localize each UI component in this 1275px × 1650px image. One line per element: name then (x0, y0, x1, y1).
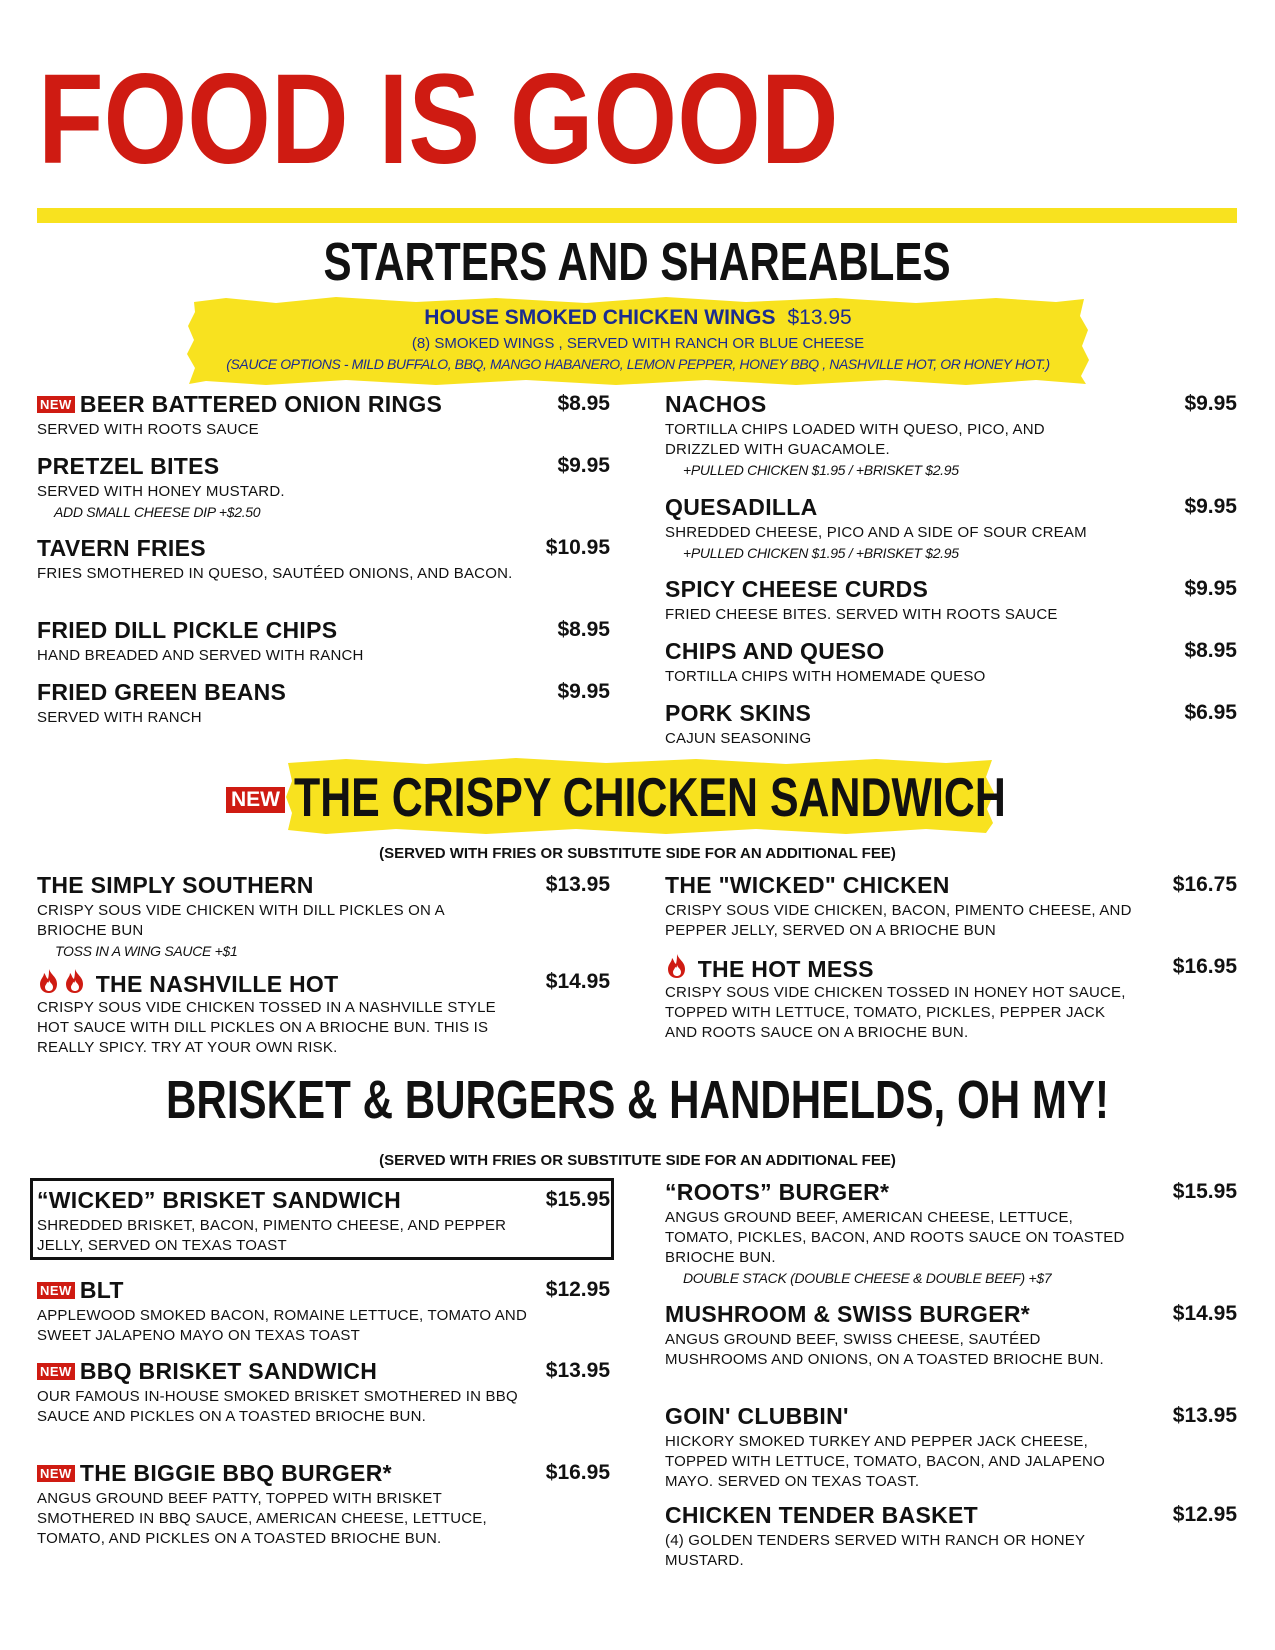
menu-item-desc: FRIES SMOTHERED IN QUESO, SAUTÉED ONIONS, AND BACON. (37, 565, 513, 582)
menu-item-desc: HAND BREADED AND SERVED WITH RANCH (37, 647, 364, 664)
menu-item-price: $16.95 (545, 1461, 610, 1484)
menu-item-name: BEER BATTERED ONION RINGS (79, 391, 443, 417)
menu-item-desc: SHREDDED CHEESE, PICO AND A SIDE OF SOUR CREAM (665, 524, 1087, 541)
menu-item-price: $14.95 (545, 970, 610, 993)
menu-item-price: $8.95 (557, 392, 610, 415)
menu-item-price: $13.95 (545, 873, 610, 896)
menu-item-price: $8.95 (1184, 639, 1237, 662)
menu-item-price: $9.95 (557, 454, 610, 477)
menu-item-price: $6.95 (1184, 701, 1237, 724)
menu-item (665, 1178, 1237, 1288)
flame-icon (665, 953, 689, 985)
menu-item (665, 390, 1237, 480)
menu-item-name-wrap (37, 968, 338, 1000)
section-note: (SERVED WITH FRIES OR SUBSTITUTE SIDE FOR AN ADDITIONAL FEE) (379, 1152, 896, 1169)
menu-item-price: $13.95 (1172, 1404, 1237, 1427)
menu-item-price: $8.95 (557, 618, 610, 641)
menu-item-desc: CRISPY SOUS VIDE CHICKEN TOSSED IN A NASHVILLE STYLE HOT SAUCE WITH DILL PICKLES ON A BRIOCHE BUN. THIS IS REALLY SPICY. TRY AT YOUR OWN RISK. (37, 999, 496, 1056)
menu-item-name-wrap (37, 1459, 392, 1487)
menu-item-name-wrap (665, 953, 874, 985)
menu-item-desc: HICKORY SMOKED TURKEY AND PEPPER JACK CHEESE, TOPPED WITH LETTUCE, TOMATO, BACON, AND JALAPENO MAYO. SERVED ON TEXAS TOAST. (665, 1433, 1105, 1490)
menu-item-desc: SERVED WITH RANCH (37, 709, 202, 726)
menu-item-price: $15.95 (1172, 1180, 1237, 1203)
menu-item (37, 1357, 610, 1447)
menu-item-price: $9.95 (557, 680, 610, 703)
menu-item-desc: SERVED WITH HONEY MUSTARD. (37, 483, 285, 500)
menu-item (37, 1276, 610, 1346)
menu-item-desc: OUR FAMOUS IN-HOUSE SMOKED BRISKET SMOTHERED IN BBQ SAUCE AND PICKLES ON A TOASTED BRIOCHE BUN. (37, 1388, 518, 1425)
new-badge: NEW (37, 1282, 75, 1299)
menu-item (665, 699, 1237, 749)
featured-item-price: $13.95 (787, 306, 852, 329)
menu-item-name: MUSHROOM & SWISS BURGER* (665, 1301, 1030, 1327)
menu-item-desc: ANGUS GROUND BEEF, SWISS CHEESE, SAUTÉED MUSHROOMS AND ONIONS, ON A TOASTED BRIOCHE BUN. (665, 1331, 1104, 1368)
menu-item-name: TAVERN FRIES (37, 535, 206, 561)
featured-item (186, 306, 1090, 330)
menu-item-name: THE NASHVILLE HOT (95, 971, 339, 997)
flame-icon (37, 968, 61, 1000)
new-badge: NEW (37, 1465, 75, 1482)
featured-item-sauces: (SAUCE OPTIONS - MILD BUFFALO, BBQ, MANGO HABANERO, LEMON PEPPER, HONEY BBQ , NASHVILLE HOT, OR HONEY HOT.) (226, 356, 1050, 372)
menu-item-price: $15.95 (545, 1188, 610, 1211)
menu-item-price: $10.95 (545, 536, 610, 559)
menu-item-desc: ANGUS GROUND BEEF PATTY, TOPPED WITH BRISKET SMOTHERED IN BBQ SAUCE, AMERICAN CHEESE, LETTUCE, TOMATO, AND PICKLES ON A TOASTED BRIOCHE BUN. (37, 1490, 487, 1547)
menu-item (665, 1402, 1237, 1492)
menu-item-desc: ANGUS GROUND BEEF, AMERICAN CHEESE, LETTUCE, TOMATO, PICKLES, BACON, AND ROOTS SAUCE ON TOASTED BRIOCHE BUN. (665, 1209, 1125, 1266)
menu-item-name-wrap (37, 1357, 377, 1385)
menu-item-desc: CAJUN SEASONING (665, 730, 812, 747)
menu-item (37, 678, 610, 728)
menu-item-name: THE HOT MESS (697, 956, 874, 982)
menu-item-price: $13.95 (545, 1359, 610, 1382)
menu-item-name: THE BIGGIE BBQ BURGER* (79, 1460, 392, 1486)
menu-item-desc: TORTILLA CHIPS WITH HOMEMADE QUESO (665, 668, 986, 685)
section-title-text: THE CRISPY CHICKEN SANDWICH (294, 766, 1006, 828)
menu-item-name: BLT (79, 1277, 124, 1303)
menu-item-name: PRETZEL BITES (37, 453, 220, 479)
menu-item (37, 1459, 610, 1569)
menu-item-name: “ROOTS” BURGER* (665, 1179, 890, 1205)
menu-item-price: $16.75 (1172, 873, 1237, 896)
featured-item-desc: (8) SMOKED WINGS , SERVED WITH RANCH OR BLUE CHEESE (411, 335, 865, 352)
menu-item (665, 637, 1237, 687)
section-note: (SERVED WITH FRIES OR SUBSTITUTE SIDE FOR AN ADDITIONAL FEE) (379, 845, 896, 862)
new-badge: NEW (226, 787, 285, 813)
menu-item-price: $9.95 (1184, 577, 1237, 600)
menu-item-desc: SERVED WITH ROOTS SAUCE (37, 421, 259, 438)
menu-item-name: BBQ BRISKET SANDWICH (79, 1358, 378, 1384)
menu-item (665, 493, 1237, 563)
menu-item-name: NACHOS (665, 391, 767, 417)
menu-item-name: FRIED DILL PICKLE CHIPS (37, 617, 338, 643)
menu-item-desc: (4) GOLDEN TENDERS SERVED WITH RANCH OR HONEY MUSTARD. (665, 1532, 1085, 1569)
new-badge: NEW (37, 1363, 75, 1380)
menu-item-price: $14.95 (1172, 1302, 1237, 1325)
menu-item-name-wrap (37, 1276, 124, 1304)
menu-item-name: PORK SKINS (665, 700, 812, 726)
menu-item (37, 452, 610, 522)
menu-item-desc: CRISPY SOUS VIDE CHICKEN TOSSED IN HONEY HOT SAUCE, TOPPED WITH LETTUCE, TOMATO, PICKLES, PEPPER JACK AND ROOTS SAUCE ON A BRIOCHE BUN. (665, 984, 1126, 1041)
menu-item (665, 1300, 1237, 1390)
menu-item-name: FRIED GREEN BEANS (37, 679, 287, 705)
menu-item (37, 616, 610, 666)
menu-item-price: $16.95 (1172, 955, 1237, 978)
flame-icon (63, 968, 87, 1000)
menu-item (37, 1186, 610, 1256)
section-title-crispy-chicken (226, 757, 1006, 835)
menu-item-name: “WICKED” BRISKET SANDWICH (37, 1187, 401, 1213)
menu-brand-title: FOOD IS GOOD (38, 48, 839, 191)
menu-item-name: THE SIMPLY SOUTHERN (37, 872, 314, 898)
menu-item-price: $9.95 (1184, 392, 1237, 415)
menu-item-addon: +PULLED CHICKEN $1.95 / +BRISKET $2.95 (683, 545, 959, 561)
menu-item-desc: CRISPY SOUS VIDE CHICKEN WITH DILL PICKLES ON A BRIOCHE BUN (37, 902, 445, 939)
section-title-brisket: BRISKET & BURGERS & HANDHELDS, OH MY! (165, 1070, 1110, 1130)
menu-item-addon: DOUBLE STACK (DOUBLE CHEESE & DOUBLE BEEF) +$7 (683, 1270, 1052, 1286)
menu-item-desc: APPLEWOOD SMOKED BACON, ROMAINE LETTUCE, TOMATO AND SWEET JALAPENO MAYO ON TEXAS TOAST (37, 1307, 528, 1344)
menu-item (665, 953, 1237, 1043)
menu-item-price: $9.95 (1184, 495, 1237, 518)
menu-item-desc: FRIED CHEESE BITES. SERVED WITH ROOTS SAUCE (665, 606, 1058, 623)
featured-wings-banner (186, 296, 1090, 386)
menu-item (37, 968, 610, 1068)
section-title-starters: STARTERS AND SHAREABLES (323, 232, 952, 292)
featured-item-name: HOUSE SMOKED CHICKEN WINGS (424, 306, 776, 329)
menu-item-price: $12.95 (545, 1278, 610, 1301)
menu-item-desc: TORTILLA CHIPS LOADED WITH QUESO, PICO, AND DRIZZLED WITH GUACAMOLE. (665, 421, 1045, 458)
menu-item-addon: TOSS IN A WING SAUCE +$1 (55, 943, 238, 959)
menu-item (37, 871, 610, 959)
menu-item-name: CHICKEN TENDER BASKET (665, 1502, 978, 1528)
menu-item-name-wrap (37, 390, 442, 418)
menu-item (665, 1501, 1237, 1571)
menu-item-addon: +PULLED CHICKEN $1.95 / +BRISKET $2.95 (683, 462, 959, 478)
menu-item-name: CHIPS AND QUESO (665, 638, 885, 664)
menu-item-desc: SHREDDED BRISKET, BACON, PIMENTO CHEESE, AND PEPPER JELLY, SERVED ON TEXAS TOAST (37, 1217, 507, 1254)
menu-item-desc: CRISPY SOUS VIDE CHICKEN, BACON, PIMENTO CHEESE, AND PEPPER JELLY, SERVED ON A BRIOCHE BUN (665, 902, 1132, 939)
menu-item (665, 575, 1237, 625)
menu-item-name: THE "WICKED" CHICKEN (665, 872, 950, 898)
menu-item-addon: ADD SMALL CHEESE DIP +$2.50 (54, 504, 261, 520)
menu-item-name: GOIN' CLUBBIN' (665, 1403, 849, 1429)
header-divider (37, 208, 1237, 223)
menu-item-price: $12.95 (1172, 1503, 1237, 1526)
menu-item (37, 390, 610, 440)
menu-item-name: QUESADILLA (665, 494, 818, 520)
menu-item (37, 534, 610, 604)
menu-item-name: SPICY CHEESE CURDS (665, 576, 929, 602)
new-badge: NEW (37, 396, 75, 413)
menu-item (665, 871, 1237, 941)
